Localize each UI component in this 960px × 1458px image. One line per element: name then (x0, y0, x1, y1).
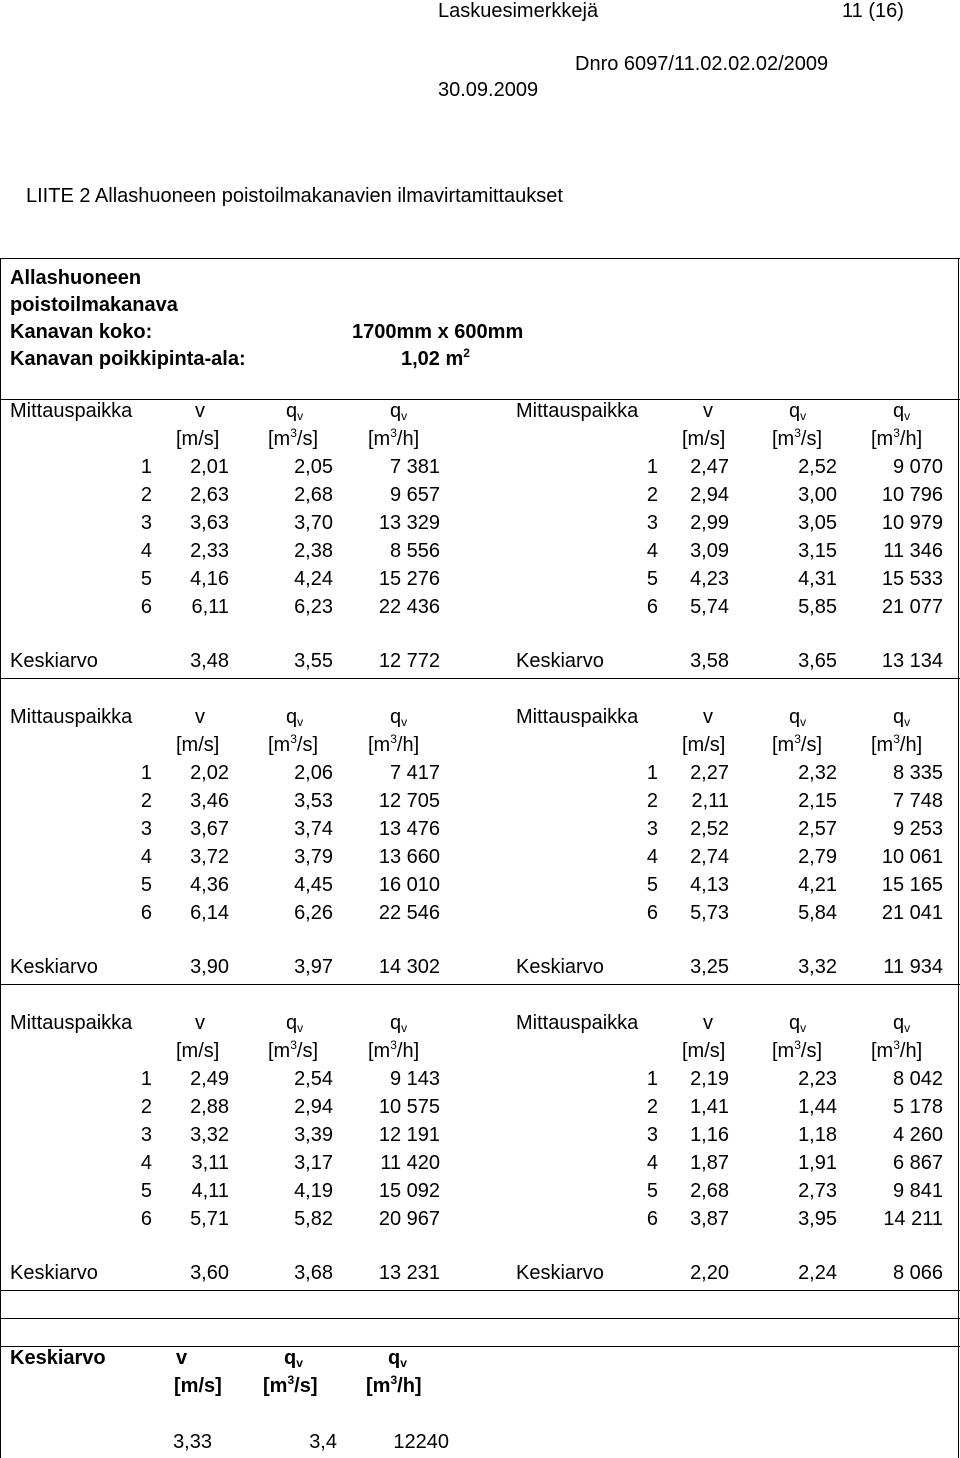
column-header-point: Mittauspaikka (10, 706, 133, 728)
unit-velocity: [m/s] (176, 1040, 220, 1062)
cell-flow-s: 6,23 (294, 596, 333, 618)
row-index: 1 (646, 456, 658, 478)
row-index: 6 (646, 902, 658, 924)
column-header-v: v (703, 706, 713, 728)
cell-velocity: 1,87 (690, 1152, 729, 1174)
row-index: 2 (646, 484, 658, 506)
cell-velocity: 3,87 (690, 1208, 729, 1230)
cell-flow-s: 4,21 (798, 874, 837, 896)
average-flow-s: 2,24 (798, 1262, 837, 1284)
cell-flow-h: 21 041 (881, 902, 943, 924)
cell-flow-s: 2,38 (294, 540, 333, 562)
unit-flow-h: $[m^3/h]$ (871, 1038, 923, 1062)
cell-flow-h: 12 191 (378, 1124, 440, 1146)
row-index: 5 (140, 874, 152, 896)
average-label: Keskiarvo (10, 1262, 98, 1284)
cell-flow-h: 22 436 (378, 596, 440, 618)
cell-flow-s: 2,23 (798, 1068, 837, 1090)
average-flow-h: 13 231 (378, 1262, 440, 1284)
cell-flow-s: 2,32 (798, 762, 837, 784)
cell-flow-h: 13 660 (378, 846, 440, 868)
cell-flow-h: 6 867 (892, 1152, 943, 1174)
column-header-point: Mittauspaikka (10, 1012, 133, 1034)
cell-velocity: 4,11 (191, 1180, 229, 1202)
cell-flow-s: 2,73 (798, 1180, 837, 1202)
cell-velocity: 2,52 (690, 818, 729, 840)
unit-flow-s: $[m^3/s]$ (268, 732, 319, 756)
average-flow-s: 3,55 (294, 650, 333, 672)
grid-line (0, 1346, 960, 1347)
average-velocity: 3,90 (190, 956, 229, 978)
cell-flow-h: 11 346 (883, 540, 943, 562)
column-header-flow-s: $q_v$ (789, 400, 807, 423)
cell-flow-h: 15 092 (378, 1180, 440, 1202)
summary-flow-s: 3,4 (309, 1431, 337, 1453)
row-index: 5 (140, 1180, 152, 1202)
row-index: 3 (140, 512, 152, 534)
cell-flow-h: 15 276 (378, 568, 440, 590)
row-index: 2 (646, 790, 658, 812)
average-velocity: 3,25 (690, 956, 729, 978)
row-index: 1 (646, 1068, 658, 1090)
cell-flow-h: 13 329 (378, 512, 440, 534)
column-header-flow-h: $q_v$ (893, 400, 911, 423)
row-index: 1 (646, 762, 658, 784)
column-header-flow-s: $q_v$ (789, 1012, 807, 1035)
cell-flow-s: 3,17 (294, 1152, 333, 1174)
unit-flow-s: $[m^3/s]$ (772, 426, 823, 450)
column-header-v: v (195, 400, 205, 422)
cell-flow-h: 20 967 (378, 1208, 440, 1230)
cell-flow-s: 3,79 (294, 846, 333, 868)
unit-flow-h: $[m^3/h]$ (368, 732, 420, 756)
average-flow-s: 3,97 (294, 956, 333, 978)
cell-velocity: 2,01 (190, 456, 229, 478)
summary-unit-flow-h: $[m^3/h]$ (366, 1373, 422, 1397)
row-index: 1 (140, 1068, 152, 1090)
summary-velocity: 3,33 (173, 1431, 212, 1453)
row-index: 3 (140, 818, 152, 840)
cell-flow-s: 2,79 (798, 846, 837, 868)
unit-velocity: [m/s] (682, 428, 726, 450)
column-header-flow-h: $q_v$ (893, 1012, 911, 1035)
average-flow-h: 11 934 (883, 956, 943, 978)
cell-flow-s: 5,82 (294, 1208, 333, 1230)
cell-flow-s: 1,91 (798, 1152, 837, 1174)
column-header-v: v (703, 400, 713, 422)
grid-line (0, 984, 960, 985)
cell-velocity: 3,11 (191, 1152, 229, 1174)
info-line-1: Allashuoneen (10, 267, 142, 289)
cell-flow-h: 10 061 (881, 846, 943, 868)
cell-flow-h: 15 533 (881, 568, 943, 590)
cell-flow-h: 10 796 (881, 484, 943, 506)
duct-size-label: Kanavan koko: (10, 321, 153, 343)
grid-border (958, 258, 959, 1458)
average-label: Keskiarvo (516, 650, 604, 672)
cell-flow-h: 9 253 (892, 818, 943, 840)
column-header-flow-s: $q_v$ (286, 400, 304, 423)
column-header-flow-s: $q_v$ (286, 706, 304, 729)
row-index: 2 (140, 1096, 152, 1118)
cell-velocity: 2,11 (691, 790, 729, 812)
cell-flow-h: 15 165 (881, 874, 943, 896)
average-flow-h: 12 772 (378, 650, 440, 672)
average-flow-h: 13 134 (881, 650, 943, 672)
cell-flow-s: 2,68 (294, 484, 333, 506)
average-velocity: 3,48 (190, 650, 229, 672)
cell-flow-s: 1,18 (798, 1124, 837, 1146)
cell-flow-h: 8 556 (389, 540, 440, 562)
cell-velocity: 4,13 (690, 874, 729, 896)
average-flow-s: 3,68 (294, 1262, 333, 1284)
cell-velocity: 2,02 (190, 762, 229, 784)
cell-flow-h: 11 420 (380, 1152, 440, 1174)
summary-header-flow-h: $q_v$ (388, 1347, 407, 1370)
cell-velocity: 5,73 (690, 902, 729, 924)
cell-velocity: 3,63 (190, 512, 229, 534)
column-header-point: Mittauspaikka (516, 400, 639, 422)
column-header-point: Mittauspaikka (516, 706, 639, 728)
column-header-flow-h: $q_v$ (893, 706, 911, 729)
average-flow-s: 3,32 (798, 956, 837, 978)
column-header-flow-h: $q_v$ (390, 400, 408, 423)
cell-flow-s: 4,31 (798, 568, 837, 590)
row-index: 5 (140, 568, 152, 590)
cell-flow-s: 5,85 (798, 596, 837, 618)
cell-flow-h: 8 335 (892, 762, 943, 784)
average-label: Keskiarvo (10, 956, 98, 978)
cell-velocity: 2,49 (190, 1068, 229, 1090)
average-flow-h: 8 066 (892, 1262, 943, 1284)
cell-velocity: 1,16 (690, 1124, 729, 1146)
cell-flow-s: 3,39 (294, 1124, 333, 1146)
cell-flow-h: 9 070 (892, 456, 943, 478)
column-header-point: Mittauspaikka (10, 400, 133, 422)
cell-flow-s: 4,45 (294, 874, 333, 896)
average-label: Keskiarvo (516, 1262, 604, 1284)
cell-flow-h: 13 476 (378, 818, 440, 840)
column-header-flow-s: $q_v$ (286, 1012, 304, 1035)
cell-flow-s: 2,15 (798, 790, 837, 812)
unit-velocity: [m/s] (176, 734, 220, 756)
row-index: 5 (646, 1180, 658, 1202)
row-index: 4 (140, 540, 152, 562)
unit-flow-h: $[m^3/h]$ (368, 1038, 420, 1062)
cell-velocity: 3,32 (190, 1124, 229, 1146)
cell-flow-s: 2,06 (294, 762, 333, 784)
row-index: 2 (646, 1096, 658, 1118)
cell-velocity: 3,67 (190, 818, 229, 840)
cell-flow-s: 2,05 (294, 456, 333, 478)
cell-velocity: 2,68 (690, 1180, 729, 1202)
cell-flow-s: 2,54 (294, 1068, 333, 1090)
cell-flow-s: 3,74 (294, 818, 333, 840)
row-index: 3 (140, 1124, 152, 1146)
cell-velocity: 2,27 (690, 762, 729, 784)
grid-line (0, 258, 960, 259)
cell-flow-s: 3,95 (798, 1208, 837, 1230)
average-flow-s: 3,65 (798, 650, 837, 672)
cell-flow-h: 14 211 (883, 1208, 943, 1230)
cell-velocity: 6,14 (190, 902, 229, 924)
column-header-flow-s: $q_v$ (789, 706, 807, 729)
unit-velocity: [m/s] (682, 1040, 726, 1062)
grid-line (0, 678, 960, 679)
cell-velocity: 4,36 (190, 874, 229, 896)
cell-velocity: 2,99 (690, 512, 729, 534)
cell-velocity: 5,74 (690, 596, 729, 618)
average-velocity: 2,20 (690, 1262, 729, 1284)
cell-flow-h: 9 841 (892, 1180, 943, 1202)
row-index: 3 (646, 512, 658, 534)
summary-header-v: v (176, 1347, 188, 1369)
cell-velocity: 2,88 (190, 1096, 229, 1118)
summary-flow-h: 12240 (393, 1431, 449, 1453)
cell-flow-h: 4 260 (892, 1124, 943, 1146)
duct-size-value: 1700mm x 600mm (352, 321, 524, 343)
cell-flow-s: 3,53 (294, 790, 333, 812)
grid-line (0, 399, 960, 400)
row-index: 4 (140, 846, 152, 868)
duct-area-label: Kanavan poikkipinta-ala: (10, 348, 246, 370)
cell-flow-h: 9 657 (389, 484, 440, 506)
page-number: 11 (16) (842, 0, 904, 22)
row-index: 6 (140, 596, 152, 618)
row-index: 4 (646, 1152, 658, 1174)
column-header-v: v (195, 1012, 205, 1034)
cell-flow-h: 7 748 (892, 790, 943, 812)
info-line-2: poistoilmakanava (10, 294, 178, 316)
cell-flow-h: 10 979 (881, 512, 943, 534)
cell-velocity: 5,71 (190, 1208, 229, 1230)
document-date: 30.09.2009 (438, 79, 539, 101)
column-header-v: v (703, 1012, 713, 1034)
cell-flow-s: 3,05 (798, 512, 837, 534)
cell-flow-s: 4,19 (294, 1180, 333, 1202)
row-index: 2 (140, 484, 152, 506)
row-index: 4 (140, 1152, 152, 1174)
row-index: 4 (646, 846, 658, 868)
unit-flow-s: $[m^3/s]$ (772, 732, 823, 756)
cell-velocity: 6,11 (191, 596, 229, 618)
cell-velocity: 1,41 (690, 1096, 729, 1118)
appendix-heading: LIITE 2 Allashuoneen poistoilmakanavien ilmavirtamittaukset (26, 185, 563, 207)
cell-flow-h: 9 143 (389, 1068, 440, 1090)
cell-velocity: 2,63 (190, 484, 229, 506)
grid-line (0, 1290, 960, 1291)
column-header-v: v (195, 706, 205, 728)
unit-flow-s: $[m^3/s]$ (268, 1038, 319, 1062)
cell-velocity: 4,16 (190, 568, 229, 590)
cell-flow-h: 5 178 (892, 1096, 943, 1118)
row-index: 6 (646, 596, 658, 618)
cell-flow-s: 5,84 (798, 902, 837, 924)
column-header-flow-h: $q_v$ (390, 1012, 408, 1035)
row-index: 6 (140, 902, 152, 924)
unit-flow-h: $[m^3/h]$ (368, 426, 420, 450)
cell-flow-s: 3,70 (294, 512, 333, 534)
unit-flow-h: $[m^3/h]$ (871, 732, 923, 756)
cell-flow-h: 7 381 (389, 456, 440, 478)
unit-flow-s: $[m^3/s]$ (268, 426, 319, 450)
summary-label: Keskiarvo (10, 1347, 106, 1369)
cell-velocity: 3,09 (690, 540, 729, 562)
cell-flow-s: 4,24 (294, 568, 333, 590)
column-header-flow-h: $q_v$ (390, 706, 408, 729)
cell-flow-s: 3,00 (798, 484, 837, 506)
row-index: 3 (646, 818, 658, 840)
row-index: 6 (140, 1208, 152, 1230)
average-flow-h: 14 302 (378, 956, 440, 978)
grid-border (0, 258, 1, 1458)
row-index: 5 (646, 568, 658, 590)
unit-flow-h: $[m^3/h]$ (871, 426, 923, 450)
unit-velocity: [m/s] (176, 428, 220, 450)
cell-flow-s: 3,15 (798, 540, 837, 562)
cell-flow-h: 12 705 (378, 790, 440, 812)
cell-flow-s: 6,26 (294, 902, 333, 924)
cell-flow-h: 8 042 (892, 1068, 943, 1090)
cell-velocity: 2,94 (690, 484, 729, 506)
cell-velocity: 4,23 (690, 568, 729, 590)
average-label: Keskiarvo (516, 956, 604, 978)
cell-velocity: 2,33 (190, 540, 229, 562)
summary-unit-velocity: [m/s] (174, 1375, 222, 1397)
cell-flow-h: 22 546 (378, 902, 440, 924)
cell-flow-s: 1,44 (798, 1096, 837, 1118)
average-velocity: 3,60 (190, 1262, 229, 1284)
unit-velocity: [m/s] (682, 734, 726, 756)
unit-flow-s: $[m^3/s]$ (772, 1038, 823, 1062)
row-index: 5 (646, 874, 658, 896)
row-index: 1 (140, 762, 152, 784)
document-number: Dnro 6097/11.02.02.02/2009 (575, 53, 829, 75)
cell-velocity: 2,47 (690, 456, 729, 478)
cell-flow-s: 2,57 (798, 818, 837, 840)
cell-velocity: 2,19 (690, 1068, 729, 1090)
cell-flow-h: 16 010 (378, 874, 440, 896)
average-label: Keskiarvo (10, 650, 98, 672)
cell-flow-h: 10 575 (378, 1096, 440, 1118)
grid-line (0, 1318, 960, 1319)
row-index: 1 (140, 456, 152, 478)
cell-velocity: 3,46 (190, 790, 229, 812)
cell-velocity: 3,72 (190, 846, 229, 868)
row-index: 4 (646, 540, 658, 562)
cell-flow-h: 21 077 (881, 596, 943, 618)
cell-flow-s: 2,52 (798, 456, 837, 478)
document-title: Laskuesimerkkejä (438, 0, 599, 22)
row-index: 2 (140, 790, 152, 812)
duct-area-value: 1,02 $m^2$ (401, 346, 470, 370)
summary-header-flow-s: $q_v$ (284, 1347, 303, 1370)
cell-velocity: 2,74 (690, 846, 729, 868)
cell-flow-s: 2,94 (294, 1096, 333, 1118)
average-velocity: 3,58 (690, 650, 729, 672)
column-header-point: Mittauspaikka (516, 1012, 639, 1034)
row-index: 6 (646, 1208, 658, 1230)
cell-flow-h: 7 417 (389, 762, 440, 784)
row-index: 3 (646, 1124, 658, 1146)
summary-unit-flow-s: $[m^3/s]$ (263, 1373, 318, 1397)
